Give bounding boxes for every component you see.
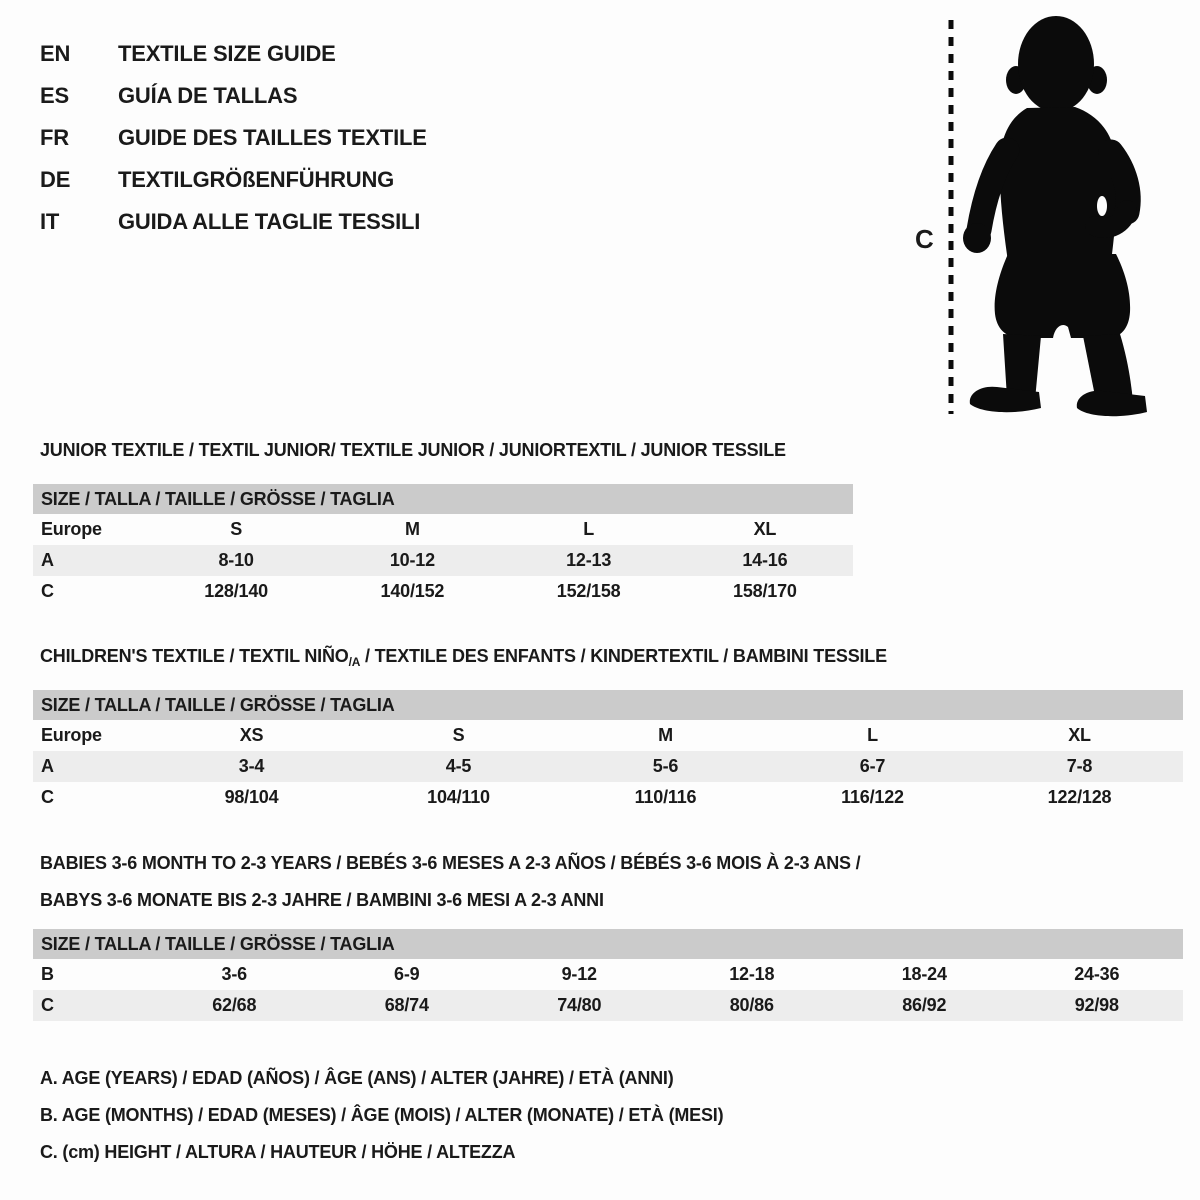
junior-table-body	[33, 514, 853, 607]
language-row	[40, 117, 427, 159]
measure-legend	[40, 1060, 723, 1171]
junior-section-title: JUNIOR TEXTILE / TEXTIL JUNIOR/ TEXTILE JUNIOR / JUNIORTEXTIL / JUNIOR TESSILE	[40, 440, 786, 460]
table-row	[33, 751, 1183, 782]
baby-silhouette-graphic	[915, 12, 1150, 422]
children-title-subscript: /A	[348, 655, 361, 669]
legend-height-cm: C. (cm) HEIGHT / ALTURA / HAUTEUR / HÖHE / ALTEZZA	[40, 1142, 516, 1162]
language-code: FR	[40, 125, 69, 150]
row-label: A	[41, 756, 54, 776]
babies-section-title	[40, 845, 860, 919]
table-cell: 12-18	[729, 964, 775, 984]
table-cell: S	[452, 725, 465, 745]
baby-silhouette	[963, 16, 1147, 416]
table-cell: 110/116	[634, 787, 697, 807]
table-cell: 74/80	[557, 995, 602, 1015]
table-cell: 86/92	[902, 995, 947, 1015]
guide-title: GUÍA DE TALLAS	[118, 83, 298, 108]
table-row	[33, 959, 1183, 990]
row-label: Europe	[41, 519, 102, 539]
table-cell: 14-16	[742, 550, 788, 570]
babies-table-body	[33, 959, 1183, 1021]
table-cell: XS	[239, 725, 264, 745]
babies-size-table	[33, 929, 1183, 1021]
table-row	[33, 545, 853, 576]
legend-age-months: B. AGE (MONTHS) / EDAD (MESES) / ÂGE (MOIS) / ALTER (MONATE) / ETÀ (MESI)	[40, 1105, 724, 1125]
table-cell: XL	[1068, 725, 1091, 745]
children-title-text: / TEXTILE DES ENFANTS / KINDERTEXTIL / BAMBINI TESSILE	[360, 646, 887, 666]
table-cell: 4-5	[445, 756, 472, 776]
language-code: DE	[40, 167, 71, 192]
table-cell: M	[658, 725, 673, 745]
table-cell: 104/110	[427, 787, 490, 807]
table-cell: L	[583, 519, 595, 539]
table-cell: 152/158	[556, 581, 621, 601]
table-cell: 7-8	[1066, 756, 1093, 776]
size-header-bar: SIZE / TALLA / TAILLE / GRÖSSE / TAGLIA	[33, 690, 1183, 720]
children-section-title	[40, 646, 887, 669]
size-header-bar: SIZE / TALLA / TAILLE / GRÖSSE / TAGLIA	[33, 484, 853, 514]
guide-title: TEXTILGRÖßENFÜHRUNG	[118, 167, 395, 192]
row-label: C	[41, 787, 54, 807]
children-size-table	[33, 690, 1183, 813]
language-code: IT	[40, 209, 60, 234]
row-label: B	[41, 964, 54, 984]
table-cell: 62/68	[212, 995, 257, 1015]
table-cell: 6-7	[859, 756, 886, 776]
table-cell: 8-10	[218, 550, 254, 570]
babies-title-line2: BABYS 3-6 MONATE BIS 2-3 JAHRE / BAMBINI 3-6 MESI A 2-3 ANNI	[40, 890, 604, 910]
language-row	[40, 201, 427, 243]
row-label: C	[41, 995, 54, 1015]
table-row	[33, 990, 1183, 1021]
table-cell: 158/170	[733, 581, 797, 601]
table-row	[33, 782, 1183, 813]
table-row	[33, 514, 853, 545]
table-cell: 92/98	[1074, 995, 1119, 1015]
row-label: C	[41, 581, 54, 601]
language-row	[40, 75, 427, 117]
language-code: ES	[40, 83, 69, 108]
table-cell: 80/86	[729, 995, 774, 1015]
table-cell: 18-24	[901, 964, 947, 984]
children-table-body	[33, 720, 1183, 813]
height-measure-figure	[915, 12, 1150, 422]
table-cell: S	[230, 519, 243, 539]
height-measure-label: C	[915, 224, 934, 254]
junior-size-table	[33, 484, 853, 607]
table-cell: 68/74	[384, 995, 429, 1015]
table-cell: 3-4	[238, 756, 265, 776]
language-title-list	[40, 33, 427, 243]
table-cell: 122/128	[1047, 787, 1112, 807]
language-code: EN	[40, 41, 71, 66]
guide-title: GUIDE DES TAILLES TEXTILE	[118, 125, 427, 150]
table-row	[33, 576, 853, 607]
children-title-text: CHILDREN'S TEXTILE / TEXTIL NIÑO	[40, 646, 349, 666]
legend-age-years: A. AGE (YEARS) / EDAD (AÑOS) / ÂGE (ANS) / ALTER (JAHRE) / ETÀ (ANNI)	[40, 1068, 674, 1088]
table-cell: 140/152	[380, 581, 445, 601]
guide-title: GUIDA ALLE TAGLIE TESSILI	[118, 209, 421, 234]
table-cell: 10-12	[389, 550, 435, 570]
table-cell: 3-6	[221, 964, 247, 984]
table-cell: 5-6	[652, 756, 679, 776]
table-cell: 98/104	[224, 787, 279, 807]
table-cell: 128/140	[204, 581, 268, 601]
table-cell: M	[404, 519, 420, 539]
babies-title-line1: BABIES 3-6 MONTH TO 2-3 YEARS / BEBÉS 3-6 MESES A 2-3 AÑOS / BÉBÉS 3-6 MOIS À 2-3 ANS /	[40, 853, 861, 873]
size-header-bar: SIZE / TALLA / TAILLE / GRÖSSE / TAGLIA	[33, 929, 1183, 959]
language-row	[40, 159, 427, 201]
table-cell: 12-13	[566, 550, 612, 570]
table-cell: 24-36	[1074, 964, 1120, 984]
table-cell: 9-12	[561, 964, 597, 984]
table-cell: L	[867, 725, 878, 745]
table-cell: XL	[753, 519, 777, 539]
table-row	[33, 720, 1183, 751]
guide-title: TEXTILE SIZE GUIDE	[118, 41, 336, 66]
row-label: Europe	[41, 725, 102, 745]
row-label: A	[41, 550, 54, 570]
language-row	[40, 33, 427, 75]
table-cell: 6-9	[394, 964, 420, 984]
table-cell: 116/122	[841, 787, 904, 807]
